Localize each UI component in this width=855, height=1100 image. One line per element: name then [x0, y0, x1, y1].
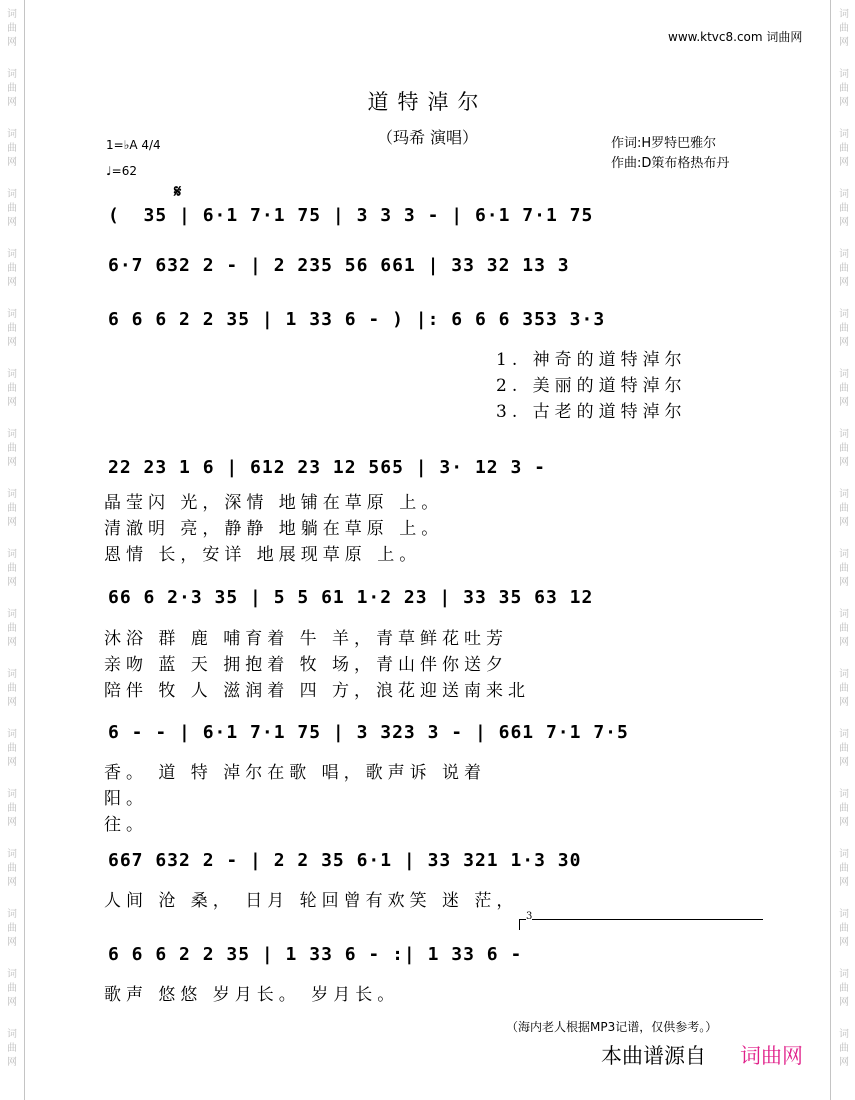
side-watermark-char: 词 [7, 249, 17, 260]
composer: 作曲:D策布格热布丹 [611, 156, 730, 171]
side-watermark-char: 曲 [7, 503, 17, 514]
side-watermark-char: 曲 [839, 143, 849, 154]
side-watermark-char: 词 [7, 489, 17, 500]
side-watermark-char: 网 [7, 637, 17, 648]
side-watermark-char: 词 [839, 909, 849, 920]
side-watermark-char: 网 [7, 937, 17, 948]
performer: （玛希 演唱） [376, 128, 479, 147]
side-watermark-char: 曲 [839, 563, 849, 574]
side-watermark-char: 词 [839, 249, 849, 260]
side-watermark-char: 词 [839, 969, 849, 980]
verse-intro-2: 2. 美丽的道特淖尔 [496, 376, 687, 396]
staff-notes: 22 23 1 6 | 612 23 12 565 | 3· 12 3 - [108, 457, 546, 478]
staff-notes: 6 6 6 2 2 35 | 1 33 6 - ) |: 6 6 6 353 3·3 [108, 309, 606, 330]
side-watermark-char: 网 [839, 517, 849, 528]
side-watermark-char: 曲 [7, 23, 17, 34]
side-watermark-char: 词 [839, 549, 849, 560]
staff-notes: ( 35 | 6·1 7·1 75 | 3 3 3 - | 6·1 7·1 75 [108, 205, 594, 226]
key-signature: 1=♭A 4/4 [106, 138, 161, 152]
side-watermark-char: 网 [839, 97, 849, 108]
side-watermark-char: 网 [7, 397, 17, 408]
side-watermark-char: 曲 [7, 383, 17, 394]
side-watermark-char: 网 [839, 337, 849, 348]
side-watermark-char: 词 [7, 129, 17, 140]
side-watermark-char: 词 [7, 669, 17, 680]
side-watermark-char: 词 [839, 429, 849, 440]
staff-notes: 66 6 2·3 35 | 5 5 61 1·2 23 | 33 35 63 12 [108, 587, 594, 608]
lyric-line: 香。 道 特 淖尔在歌 唱，歌声诉 说着 [104, 763, 487, 783]
site-url[interactable]: www.ktvc8.com 词曲网 [668, 30, 803, 44]
side-watermark-char: 网 [7, 457, 17, 468]
side-watermark-char: 词 [839, 609, 849, 620]
side-watermark-char: 曲 [7, 263, 17, 274]
side-watermark-char: 网 [839, 757, 849, 768]
side-watermark-char: 词 [839, 69, 849, 80]
side-watermark-char: 曲 [7, 563, 17, 574]
side-watermark-char: 曲 [839, 983, 849, 994]
staff-6 [102, 715, 774, 755]
left-margin-line [24, 0, 25, 1100]
side-watermark-char: 网 [839, 1057, 849, 1068]
side-watermark-char: 词 [7, 9, 17, 20]
side-watermark-char: 网 [839, 37, 849, 48]
side-watermark-char: 曲 [7, 923, 17, 934]
side-watermark-char: 曲 [7, 203, 17, 214]
side-watermark-char: 网 [839, 217, 849, 228]
side-watermark-char: 网 [839, 277, 849, 288]
lyric-line: 清澈明 亮，静静 地躺在草原 上。 [104, 519, 444, 539]
side-watermark-char: 词 [7, 729, 17, 740]
staff-notes: 667 632 2 - | 2 2 35 6·1 | 33 321 1·3 30 [108, 850, 582, 871]
lyric-line: 人间 沧 桑， 日月 轮回曾有欢笑 迷 茫， [104, 891, 519, 911]
side-watermark-char: 词 [839, 129, 849, 140]
side-watermark-char: 网 [7, 877, 17, 888]
side-watermark-char: 曲 [839, 263, 849, 274]
segno-sign: 𝄋 [174, 182, 182, 202]
side-watermark-char: 网 [7, 97, 17, 108]
side-watermark-char: 网 [839, 157, 849, 168]
side-watermark-char: 网 [7, 517, 17, 528]
staff-5 [102, 580, 774, 620]
side-watermark-char: 曲 [7, 443, 17, 454]
side-watermark-char: 网 [839, 637, 849, 648]
lyric-line: 亲吻 蓝 天 拥抱着 牧 场，青山伴你送夕 [104, 655, 509, 675]
side-watermark-char: 曲 [839, 863, 849, 874]
side-watermark-char: 曲 [839, 683, 849, 694]
side-watermark-char: 词 [7, 429, 17, 440]
staff-4 [102, 450, 774, 490]
side-watermark-char: 曲 [839, 623, 849, 634]
side-watermark-char: 词 [7, 309, 17, 320]
staff-notes: 6 6 6 2 2 35 | 1 33 6 - :| 1 33 6 - [108, 944, 523, 965]
staff-8 [102, 937, 774, 977]
side-watermark-char: 词 [7, 789, 17, 800]
side-watermark-char: 曲 [7, 803, 17, 814]
side-watermark-char: 曲 [839, 743, 849, 754]
side-watermark-char: 网 [839, 877, 849, 888]
side-watermark-char: 曲 [839, 803, 849, 814]
side-watermark-char: 网 [7, 337, 17, 348]
side-watermark-char: 网 [7, 697, 17, 708]
side-watermark-char: 曲 [7, 83, 17, 94]
lyricist: 作词:H罗特巴雅尔 [611, 136, 717, 151]
side-watermark-char: 网 [7, 997, 17, 1008]
side-watermark-char: 曲 [839, 203, 849, 214]
side-watermark-char: 词 [7, 69, 17, 80]
side-watermark-char: 网 [7, 1057, 17, 1068]
side-watermark-char: 网 [839, 817, 849, 828]
side-watermark-char: 曲 [839, 1043, 849, 1054]
song-title: 道特淖尔 [367, 90, 488, 114]
side-watermark-char: 词 [839, 189, 849, 200]
side-watermark-char: 曲 [7, 1043, 17, 1054]
right-watermark-column [834, 0, 854, 1100]
side-watermark-char: 曲 [7, 863, 17, 874]
left-watermark-column [2, 0, 22, 1100]
side-watermark-char: 曲 [7, 323, 17, 334]
side-watermark-char: 词 [7, 969, 17, 980]
lyric-line: 沐浴 群 鹿 哺育着 牛 羊，青草鲜花吐芳 [104, 629, 509, 649]
side-watermark-char: 曲 [839, 83, 849, 94]
side-watermark-char: 网 [839, 457, 849, 468]
volta-bracket [519, 911, 763, 930]
side-watermark-char: 曲 [839, 383, 849, 394]
lyric-line: 往。 [104, 815, 148, 835]
side-watermark-char: 网 [839, 697, 849, 708]
side-watermark-char: 词 [839, 789, 849, 800]
side-watermark-char: 词 [7, 609, 17, 620]
side-watermark-char: 曲 [839, 23, 849, 34]
lyric-line: 晶莹闪 光，深情 地铺在草原 上。 [104, 493, 444, 513]
side-watermark-char: 词 [7, 189, 17, 200]
side-watermark-char: 网 [7, 277, 17, 288]
side-watermark-char: 网 [839, 997, 849, 1008]
side-watermark-char: 词 [839, 489, 849, 500]
source-watermark: 本曲谱源自 [601, 1044, 706, 1068]
staff-2 [102, 248, 774, 288]
side-watermark-char: 网 [7, 157, 17, 168]
side-watermark-char: 词 [7, 1029, 17, 1040]
side-watermark-char: 曲 [839, 323, 849, 334]
side-watermark-char: 曲 [7, 983, 17, 994]
lyric-line: 陪伴 牧 人 滋润着 四 方，浪花迎送南来北 [104, 681, 531, 701]
verse-intro-1: 1. 神奇的道特淖尔 [496, 350, 687, 370]
staff-3 [102, 302, 774, 342]
lyric-line: 歌声 悠悠 岁月长。 岁月长。 [104, 985, 400, 1005]
side-watermark-char: 网 [7, 817, 17, 828]
staff-notes: 6 - - | 6·1 7·1 75 | 3 323 3 - | 661 7·1 7·5 [108, 722, 629, 743]
side-watermark-char: 词 [7, 549, 17, 560]
side-watermark-char: 曲 [7, 143, 17, 154]
side-watermark-char: 曲 [839, 923, 849, 934]
staff-7 [102, 843, 774, 883]
volta-label: 3 [526, 911, 533, 922]
side-watermark-char: 词 [839, 369, 849, 380]
side-watermark-char: 网 [839, 397, 849, 408]
side-watermark-char: 网 [7, 37, 17, 48]
side-watermark-char: 词 [7, 909, 17, 920]
side-watermark-char: 曲 [7, 623, 17, 634]
right-margin-line [830, 0, 831, 1100]
verse-intro-3: 3. 古老的道特淖尔 [496, 402, 687, 422]
lyric-line: 阳。 [104, 789, 148, 809]
side-watermark-char: 网 [7, 217, 17, 228]
side-watermark-char: 网 [7, 577, 17, 588]
side-watermark-char: 词 [839, 669, 849, 680]
side-watermark-char: 网 [7, 757, 17, 768]
side-watermark-char: 曲 [7, 743, 17, 754]
staff-notes: 6·7 632 2 - | 2 235 56 661 | 33 32 13 3 [108, 255, 570, 276]
side-watermark-char: 词 [839, 1029, 849, 1040]
brand-watermark[interactable]: 词曲网 [740, 1044, 803, 1068]
side-watermark-char: 词 [839, 309, 849, 320]
lyric-line: 恩情 长，安详 地展现草原 上。 [104, 545, 422, 565]
tempo-mark: ♩=62 [106, 164, 137, 178]
staff-1 [102, 198, 774, 238]
side-watermark-char: 词 [7, 369, 17, 380]
side-watermark-char: 曲 [839, 443, 849, 454]
side-watermark-char: 曲 [839, 503, 849, 514]
side-watermark-char: 词 [839, 9, 849, 20]
side-watermark-char: 词 [839, 729, 849, 740]
side-watermark-char: 网 [839, 577, 849, 588]
transcription-note: （海内老人根据MP3记谱，仅供参考。） [506, 1020, 718, 1034]
credits [611, 134, 729, 174]
side-watermark-char: 词 [839, 849, 849, 860]
side-watermark-char: 词 [7, 849, 17, 860]
side-watermark-char: 网 [839, 937, 849, 948]
side-watermark-char: 曲 [7, 683, 17, 694]
